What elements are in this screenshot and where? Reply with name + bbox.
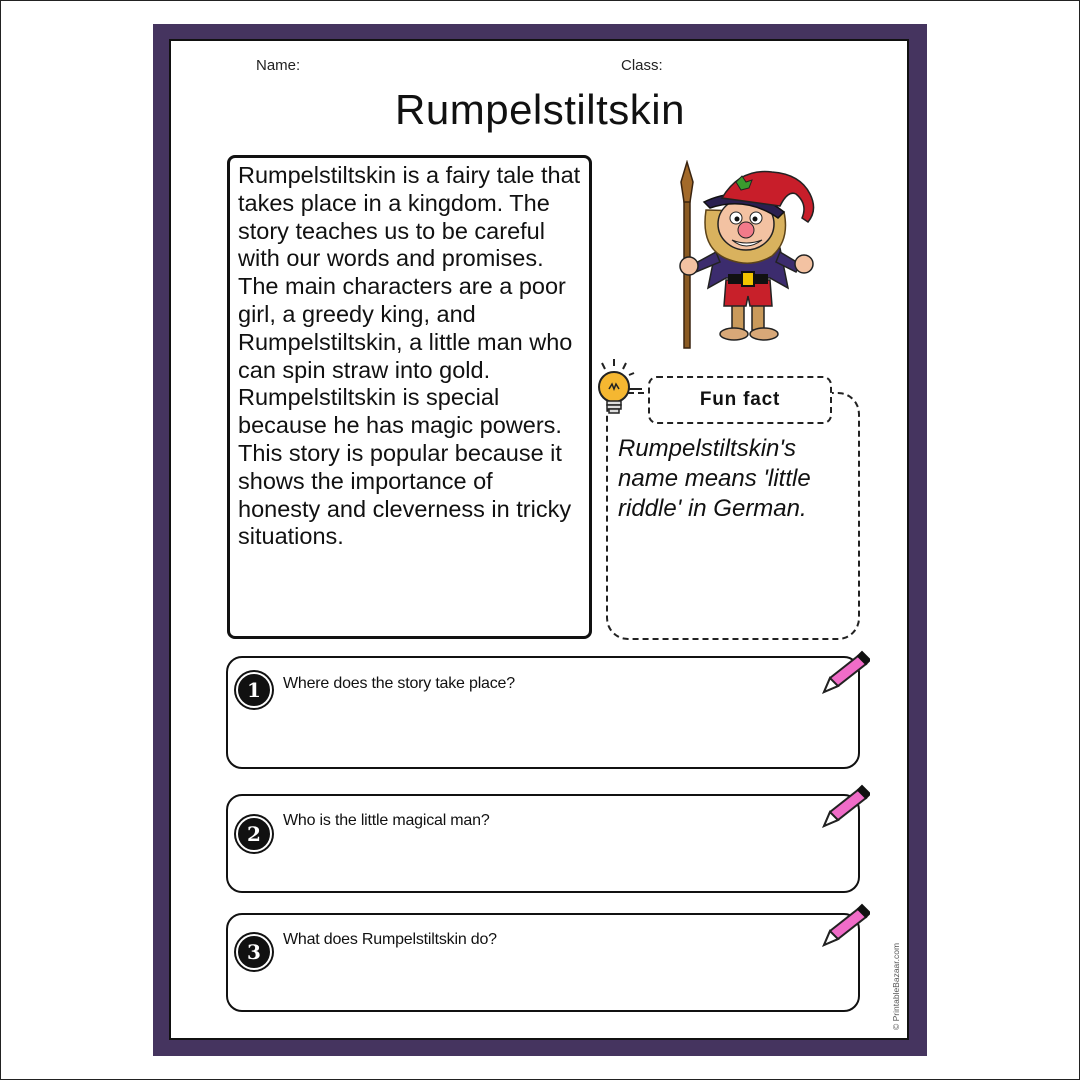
question-2-answer-box[interactable] <box>226 794 860 893</box>
copyright-credit: © PrintableBazaar.com <box>891 942 901 1030</box>
name-label: Name: <box>256 57 301 74</box>
pencil-icon <box>818 903 870 951</box>
page-title: Rumpelstiltskin <box>395 86 685 133</box>
question-1-number-badge: 1 <box>236 672 272 708</box>
class-label: Class: <box>621 57 663 74</box>
pencil-icon <box>818 784 870 832</box>
question-2-text: Who is the little magical man? <box>283 812 490 829</box>
pencil-icon <box>818 650 870 698</box>
question-3-text: What does Rumpelstiltskin do? <box>283 931 497 948</box>
fun-fact-text: Rumpelstiltskin's name means 'little riddle' in German. <box>618 435 811 522</box>
question-2-number-badge: 2 <box>236 816 272 852</box>
question-3-number-badge: 3 <box>236 934 272 970</box>
question-1-answer-box[interactable] <box>226 656 860 769</box>
question-3-answer-box[interactable] <box>226 913 860 1012</box>
lightbulb-icon <box>592 357 642 421</box>
question-1-text: Where does the story take place? <box>283 675 515 692</box>
fun-fact-heading: Fun fact <box>648 376 832 424</box>
story-text: Rumpelstiltskin is a fairy tale that takes place in a kingdom. The story teaches us to be careful with our words and promises. The main characters are a poor girl, a greedy king, and Rumpelstiltskin, a little man who can spin straw into gold. Rumpelstiltskin is special because he has magic powers. This story is popular because it shows the importance of honesty and cleverness in tricky situations. <box>238 162 581 550</box>
story-box <box>227 155 592 639</box>
rumpelstiltskin-illustration <box>660 160 830 350</box>
